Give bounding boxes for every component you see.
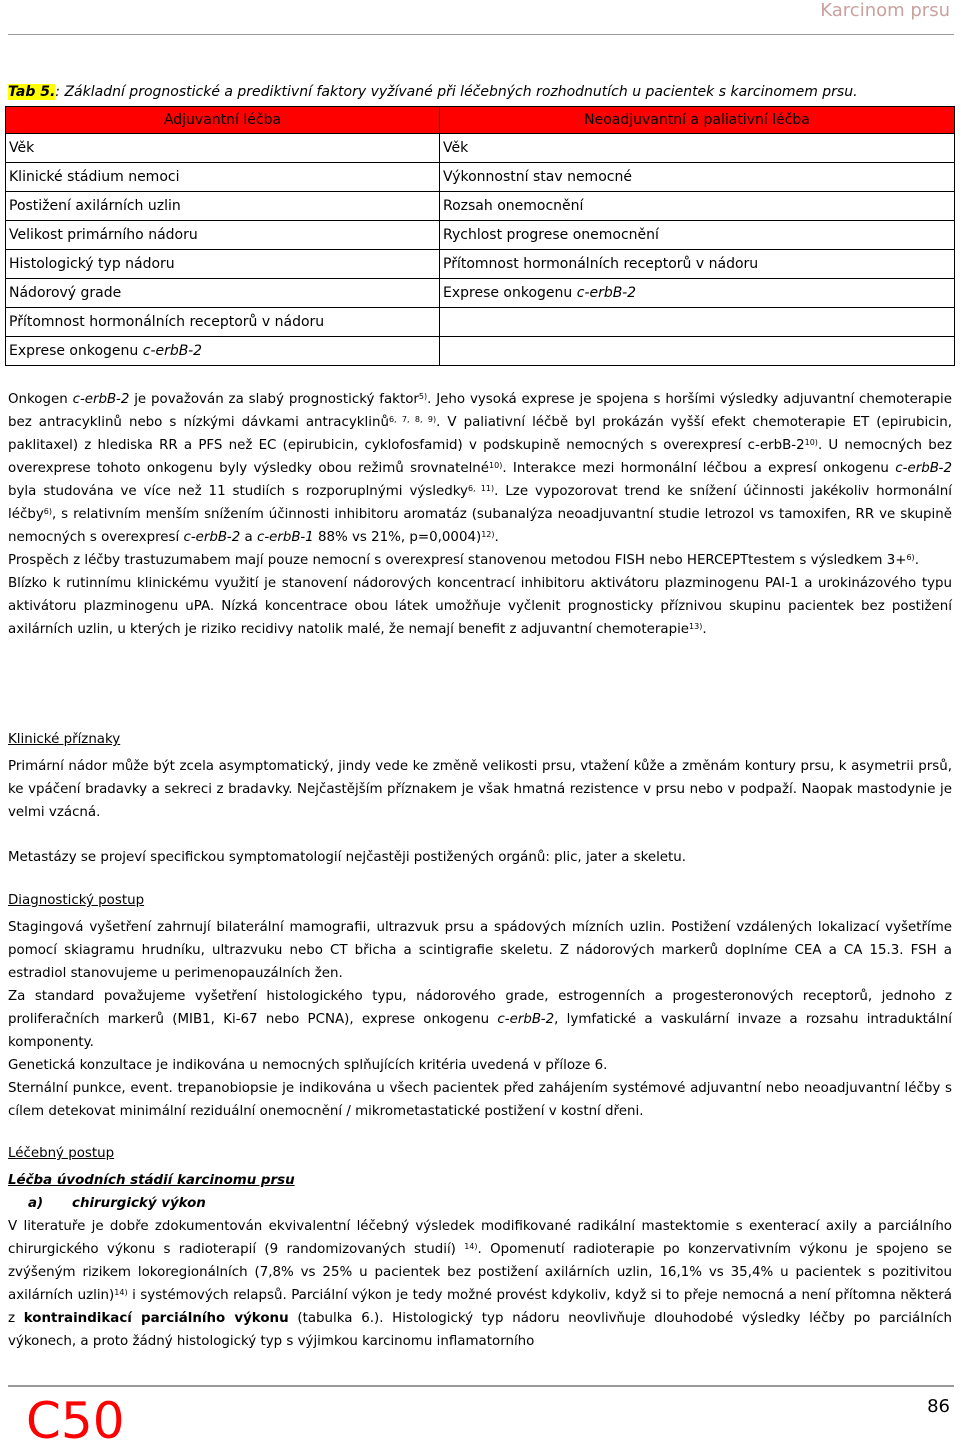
diagnosis-code: C50 xyxy=(26,1392,125,1450)
body-block-treatment xyxy=(8,1169,952,1353)
table-cell: Nádorový grade xyxy=(6,279,440,308)
prognostic-factors-table xyxy=(5,106,955,366)
table-cell xyxy=(440,279,955,308)
body-block-diagnostics xyxy=(8,916,952,1123)
table-cell xyxy=(440,308,955,337)
table-row xyxy=(6,134,955,163)
paragraph-pai1: Blízko k rutinnímu klinickému využití je stanovení nádorových koncentrací inhibitoru aktivátoru plazminogenu PAI-1 a urokinázového typu aktivátoru plazminogenu uPA. Nízká koncentrace obou látek umožňuje vyčlenit prognosticky příznivou skupinu pacientek bez postižení axilárních uzlin, u kterých je riziko recidivy natolik malé, že nemají benefit z adjuvantní chemoterapie$^{13)}$. xyxy=(8,576,952,637)
paragraph-metastases: Metastázy se projeví specifickou symptomatologií nejčastěji postižených orgánů: plic, jater a skeletu. xyxy=(8,850,687,865)
paragraph-surgery: V literatuře je dobře zdokumentován ekvivalentní léčebný výsledek modifikované radikální mastektomie s exenterací axily a parciálního chirurgického výkonu s radioterapií (9 randomizovaných studií) $^{14)}$. Opomenutí radioterapie po konzervativním výkonu je spojeno se zvýšeným rizikem lokoregionálních (7,8% vs 25% u pacientek bez postižení axilárních uzlin, 16,1% vs 35,4% u pacientek s pozitivitou axilárních uzlin)$^{14)}$ i systémových relapsů. Parciální výkon je tedy možné provést kdykoliv, když si to přeje nemocná a není přítomna některá z kontraindikací parciálního výkonu (tabulka 6.). Histologický typ nádoru neovlivňuje dlouhodobé výsledky léčby po parciálních výkonech, a proto žádný histologický typ s výjimkou karcinomu inflamatorního xyxy=(8,1219,953,1349)
table-row xyxy=(6,250,955,279)
table-row xyxy=(6,308,955,337)
cell-text: Exprese onkogenu xyxy=(9,343,143,359)
table-cell: Přítomnost hormonálních receptorů v nádoru xyxy=(6,308,440,337)
table-cell: Velikost primárního nádoru xyxy=(6,221,440,250)
table-row xyxy=(6,221,955,250)
paragraph-genetic: Genetická konzultace je indikována u nemocných splňujících kritéria uvedená v příloze 6. xyxy=(8,1058,608,1073)
erbb-term: c-erbB-2 xyxy=(142,343,203,359)
table-cell: Výkonnostní stav nemocné xyxy=(440,163,955,192)
table-cell: Věk xyxy=(6,134,440,163)
section-heading-clinical-symptoms: Klinické příznaky xyxy=(8,732,121,747)
paragraph-trastuzumab: Prospěch z léčby trastuzumabem mají pouze nemocní s overexpresí stanovenou metodou FISH nebo HERCEPTtestem s výsledkem 3+$^{6)}$. xyxy=(8,553,919,568)
table-header-adjuvant: Adjuvantní léčba xyxy=(6,107,440,134)
table-cell xyxy=(440,337,955,366)
table-caption xyxy=(8,84,858,100)
table-caption-label: Tab 5. xyxy=(8,84,56,100)
table-caption-text: : Základní prognostické a prediktivní faktory vyžívané při léčebných rozhodnutích u pacientek s karcinomem prsu. xyxy=(55,84,858,100)
section-heading-treatment: Léčebný postup xyxy=(8,1146,115,1161)
table-cell: Rychlost progrese onemocnění xyxy=(440,221,955,250)
body-block-symptoms xyxy=(8,755,952,824)
cell-text: Exprese onkogenu xyxy=(443,285,577,301)
paragraph-erbb: Onkogen c-erbB-2 je považován za slabý prognostický faktor$^{5)}$. Jeho vysoká exprese je spojena s horšími výsledky adjuvantní chemoterapie bez antracyklinů nebo s nízkými dávkami antracyklinů$^{6, 7, 8, 9)}$. V paliativní léčbě byl prokázán vyšší efekt chemoterapie ET (epirubicin, paklitaxel) z hlediska RR a PFS než EC (epirubicin, cyklofosfamid) v podskupině nemocných s overexpresí c-erbB-2$^{10)}$. U nemocných bez overexprese tohoto onkogenu byly výsledky obou režimů srovnatelné$^{10)}$. Interakce mezi hormonální léčbou a expresí onkogenu c-erbB-2 byla studována ve více než 11 studiích s rozporuplnými výsledky$^{6, 11)}$. Lze vypozorovat trend ke snížení účinnosti jakékoliv hormonální léčby$^{6)}$, s relativním menším snížením účinnosti inhibitoru aromatáz (subanalýza neoadjuvantní studie letrozol vs tamoxifen, RR ve skupině nemocných s overexpresí c-erbB-2 a c-erbB-1 88% vs 21%, p=0,0004)$^{12)}$. xyxy=(8,392,953,545)
paragraph-standard: Za standard považujeme vyšetření histologického typu, nádorového grade, estrogenních a progesteronových receptorů, jednoho z proliferačních markerů (MIB1, Ki-67 nebo PCNA), exprese onkogenu c-erbB-2, lymfatické a vaskulární invaze a rozsahu intraduktální komponenty. xyxy=(8,989,952,1050)
erbb-term: c-erbB-2 xyxy=(576,285,637,301)
body-block-prognosis xyxy=(8,388,952,641)
section-heading-diagnostics: Diagnostický postup xyxy=(8,893,145,908)
table-row xyxy=(6,279,955,308)
table-header-row xyxy=(6,107,955,134)
table-cell: Klinické stádium nemoci xyxy=(6,163,440,192)
subsection-surgery: a) chirurgický výkon xyxy=(28,1196,206,1211)
paragraph-staging: Stagingová vyšetření zahrnují bilaterální mamografii, ultrazvuk prsu a spádových mízních uzlin. Postižení vzdálených lokalizací vyšetříme pomocí skiagramu hrudníku, ultrazvuku nebo CT břicha a scintigrafie skeletu. Z nádorových markerů doplníme CEA a CA 15.3. FSH a estradiol stanovujeme u perimenopauzálních žen. xyxy=(8,920,952,981)
footer-rule xyxy=(8,1385,954,1387)
page-number: 86 xyxy=(927,1396,950,1417)
table-row xyxy=(6,337,955,366)
table-cell: Histologický typ nádoru xyxy=(6,250,440,279)
table-header-neoadjuvant: Neoadjuvantní a paliativní léčba xyxy=(440,107,955,134)
table-cell: Věk xyxy=(440,134,955,163)
subsection-title-early-stage: Léčba úvodních stádií karcinomu prsu xyxy=(8,1173,295,1188)
table-row xyxy=(6,192,955,221)
table-cell: Rozsah onemocnění xyxy=(440,192,955,221)
body-block-metastases xyxy=(8,846,952,869)
header-rule xyxy=(8,34,954,35)
table-row xyxy=(6,163,955,192)
paragraph-symptoms: Primární nádor může být zcela asymptomatický, jindy vede ke změně velikosti prsu, vtažení kůže a změnám kontury prsu, k asymetrii prsů, ke vpáčení bradavky a sekreci z bradavky. Nejčastějším příznakem je však hmatná rezistence v prsu nebo v podpaží. Naopak mastodynie je velmi vzácná. xyxy=(8,759,952,820)
table-cell xyxy=(6,337,440,366)
running-header-title: Karcinom prsu xyxy=(820,0,950,21)
table-cell: Postižení axilárních uzlin xyxy=(6,192,440,221)
paragraph-sternal: Sternální punkce, event. trepanobiopsie je indikována u všech pacientek před zahájením systémové adjuvantní nebo neoadjuvantní léčby s cílem detekovat minimální reziduální onemocnění / mikrometastatické postižení v kostní dřeni. xyxy=(8,1081,952,1119)
table-cell: Přítomnost hormonálních receptorů v nádoru xyxy=(440,250,955,279)
